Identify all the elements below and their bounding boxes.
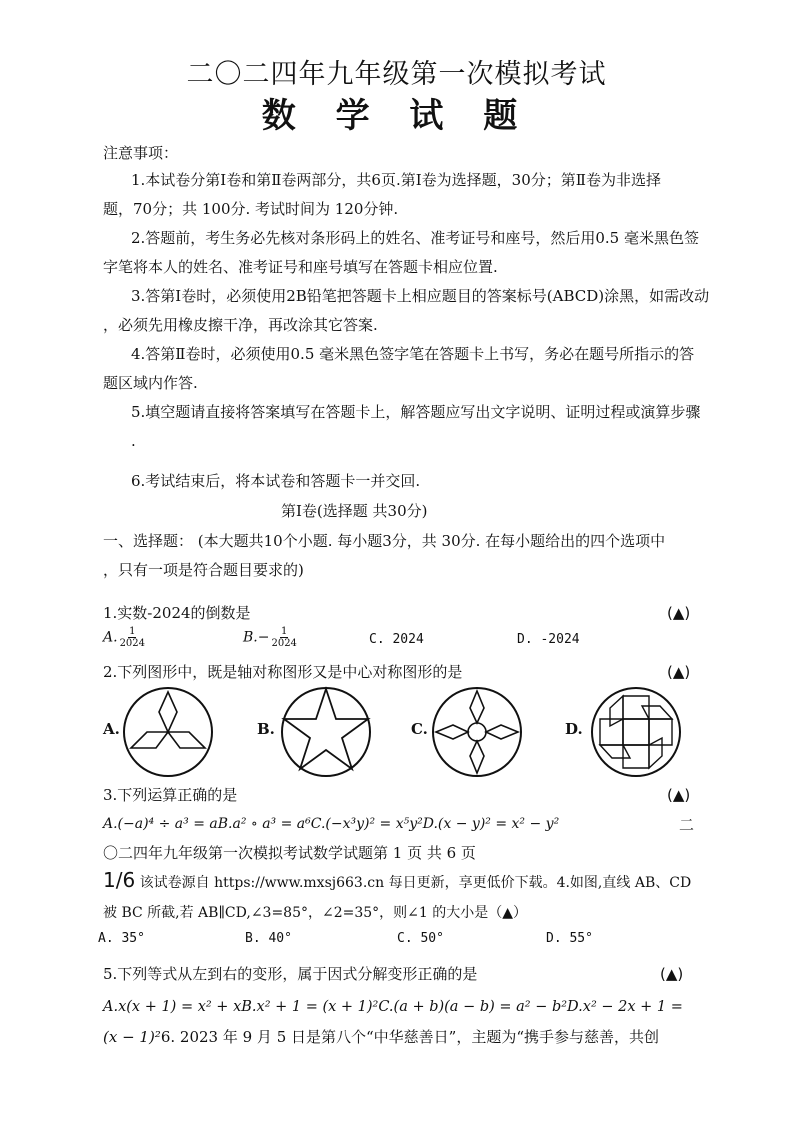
q1-option-b: B.− $\frac{1}{2024}$	[243, 626, 297, 649]
page-footer-line: 〇二四年九年级第一次模拟考试数学试题第 1 页 共 6 页	[103, 844, 476, 862]
note-2-line2: 字笔将本人的姓名、准考证号和座号填写在答题卡相应位置.	[103, 258, 498, 276]
section-title: 第Ⅰ卷(选择题 共30分)	[281, 502, 428, 520]
q1-option-c: C. 2024	[369, 632, 424, 647]
circle-pinwheel-icon	[590, 686, 682, 778]
note-5-line2: .	[131, 432, 136, 450]
circle-four-rhombus-icon	[431, 686, 523, 778]
q1-stem: 1.实数-2024的倒数是	[103, 604, 251, 622]
note-3-line1: 3.答第Ⅰ卷时，必须使用2B铅笔把答题卡上相应题目的答案标号(ABCD)涂黑，如需改动	[131, 287, 710, 305]
q4-option-c: C. 50°	[397, 931, 444, 946]
note-2-line1: 2.答题前，考生务必先核对条形码上的姓名、准考证号和座号，然后用0.5 毫米黑色签	[131, 229, 699, 247]
source-line: 1/6 该试卷源自 https://www.mxsj663.cn 每日更新，享更低价下载。4.如图,直线 AB、CD	[103, 868, 692, 892]
q1-option-a: A. $\frac{1}{2024}$	[103, 626, 146, 649]
note-6: 6.考试结束后，将本试卷和答题卡一并交回.	[131, 472, 421, 490]
q5-stem: 5.下列等式从左到右的变形，属于因式分解变形正确的是	[103, 965, 478, 983]
q3-options: A.(−a)⁴ ÷ a³ = aB.a² ∘ a³ = a⁶C.(−x³y)² = x⁵y²D.(x − y)² = x² − y²	[103, 816, 560, 832]
q5-options-line1: A.x(x + 1) = x² + xB.x² + 1 = (x + 1)²C.(a + b)(a − b) = a² − b²D.x² − 2x + 1 =	[103, 999, 683, 1015]
q4-stem-line2: 被 BC 所截,若 AB∥CD,∠3=85°，∠2=35°，则∠1 的大小是（▲）	[103, 905, 528, 921]
note-1-line2: 题，70分；共 100分. 考试时间为 120分钟.	[103, 200, 399, 218]
q2-label-c: C.	[411, 720, 428, 738]
q2-stem: 2.下列图形中，既是轴对称图形又是中心对称图形的是	[103, 663, 463, 681]
q2-label-a: A.	[103, 720, 120, 738]
exam-title: 二〇二四年九年级第一次模拟考试	[186, 59, 607, 90]
exam-subject: 数 学 试 题	[261, 96, 532, 136]
note-1-line1: 1.本试卷分第Ⅰ卷和第Ⅱ卷两部分，共6页.第Ⅰ卷为选择题，30分；第Ⅱ卷为非选择	[131, 171, 661, 189]
q5-options-line2: (x − 1)²6. 2023 年 9 月 5 日是第八个“中华慈善日”，主题为“携手参与慈善，共创	[103, 1028, 660, 1046]
q3-tail: 二	[679, 816, 695, 834]
q2-answer-mark: (▲)	[667, 663, 691, 681]
q5-answer-mark: (▲)	[660, 965, 684, 983]
q2-label-b: B.	[257, 720, 275, 738]
note-5-line1: 5.填空题请直接将答案填写在答题卡上，解答题应写出文字说明、证明过程或演算步骤	[131, 403, 701, 421]
q3-stem: 3.下列运算正确的是	[103, 786, 238, 804]
q4-option-d: D. 55°	[546, 931, 593, 946]
note-4-line1: 4.答第Ⅱ卷时，必须使用0.5 毫米黑色签字笔在答题卡上书写，务必在题号所指示的答	[131, 345, 695, 363]
note-4-line2: 题区域内作答.	[103, 374, 198, 392]
notes-heading: 注意事项：	[103, 144, 179, 162]
q3-answer-mark: (▲)	[667, 786, 691, 804]
q4-option-a: A. 35°	[98, 931, 145, 946]
q1-answer-mark: (▲)	[667, 604, 691, 622]
section-instructions-line2: ，只有一项是符合题目要求的)	[103, 561, 304, 579]
q1-option-d: D. -2024	[517, 632, 580, 647]
q4-option-b: B. 40°	[245, 931, 292, 946]
q2-label-d: D.	[565, 720, 583, 738]
circle-three-rhombus-icon	[122, 686, 214, 778]
circle-star-icon	[280, 686, 372, 778]
note-3-line2: ，必须先用橡皮擦干净，再改涂其它答案.	[103, 316, 378, 334]
section-instructions-line1: 一、选择题： (本大题共10个小题. 每小题3分，共 30分. 在每小题给出的四个选项中	[103, 532, 666, 550]
